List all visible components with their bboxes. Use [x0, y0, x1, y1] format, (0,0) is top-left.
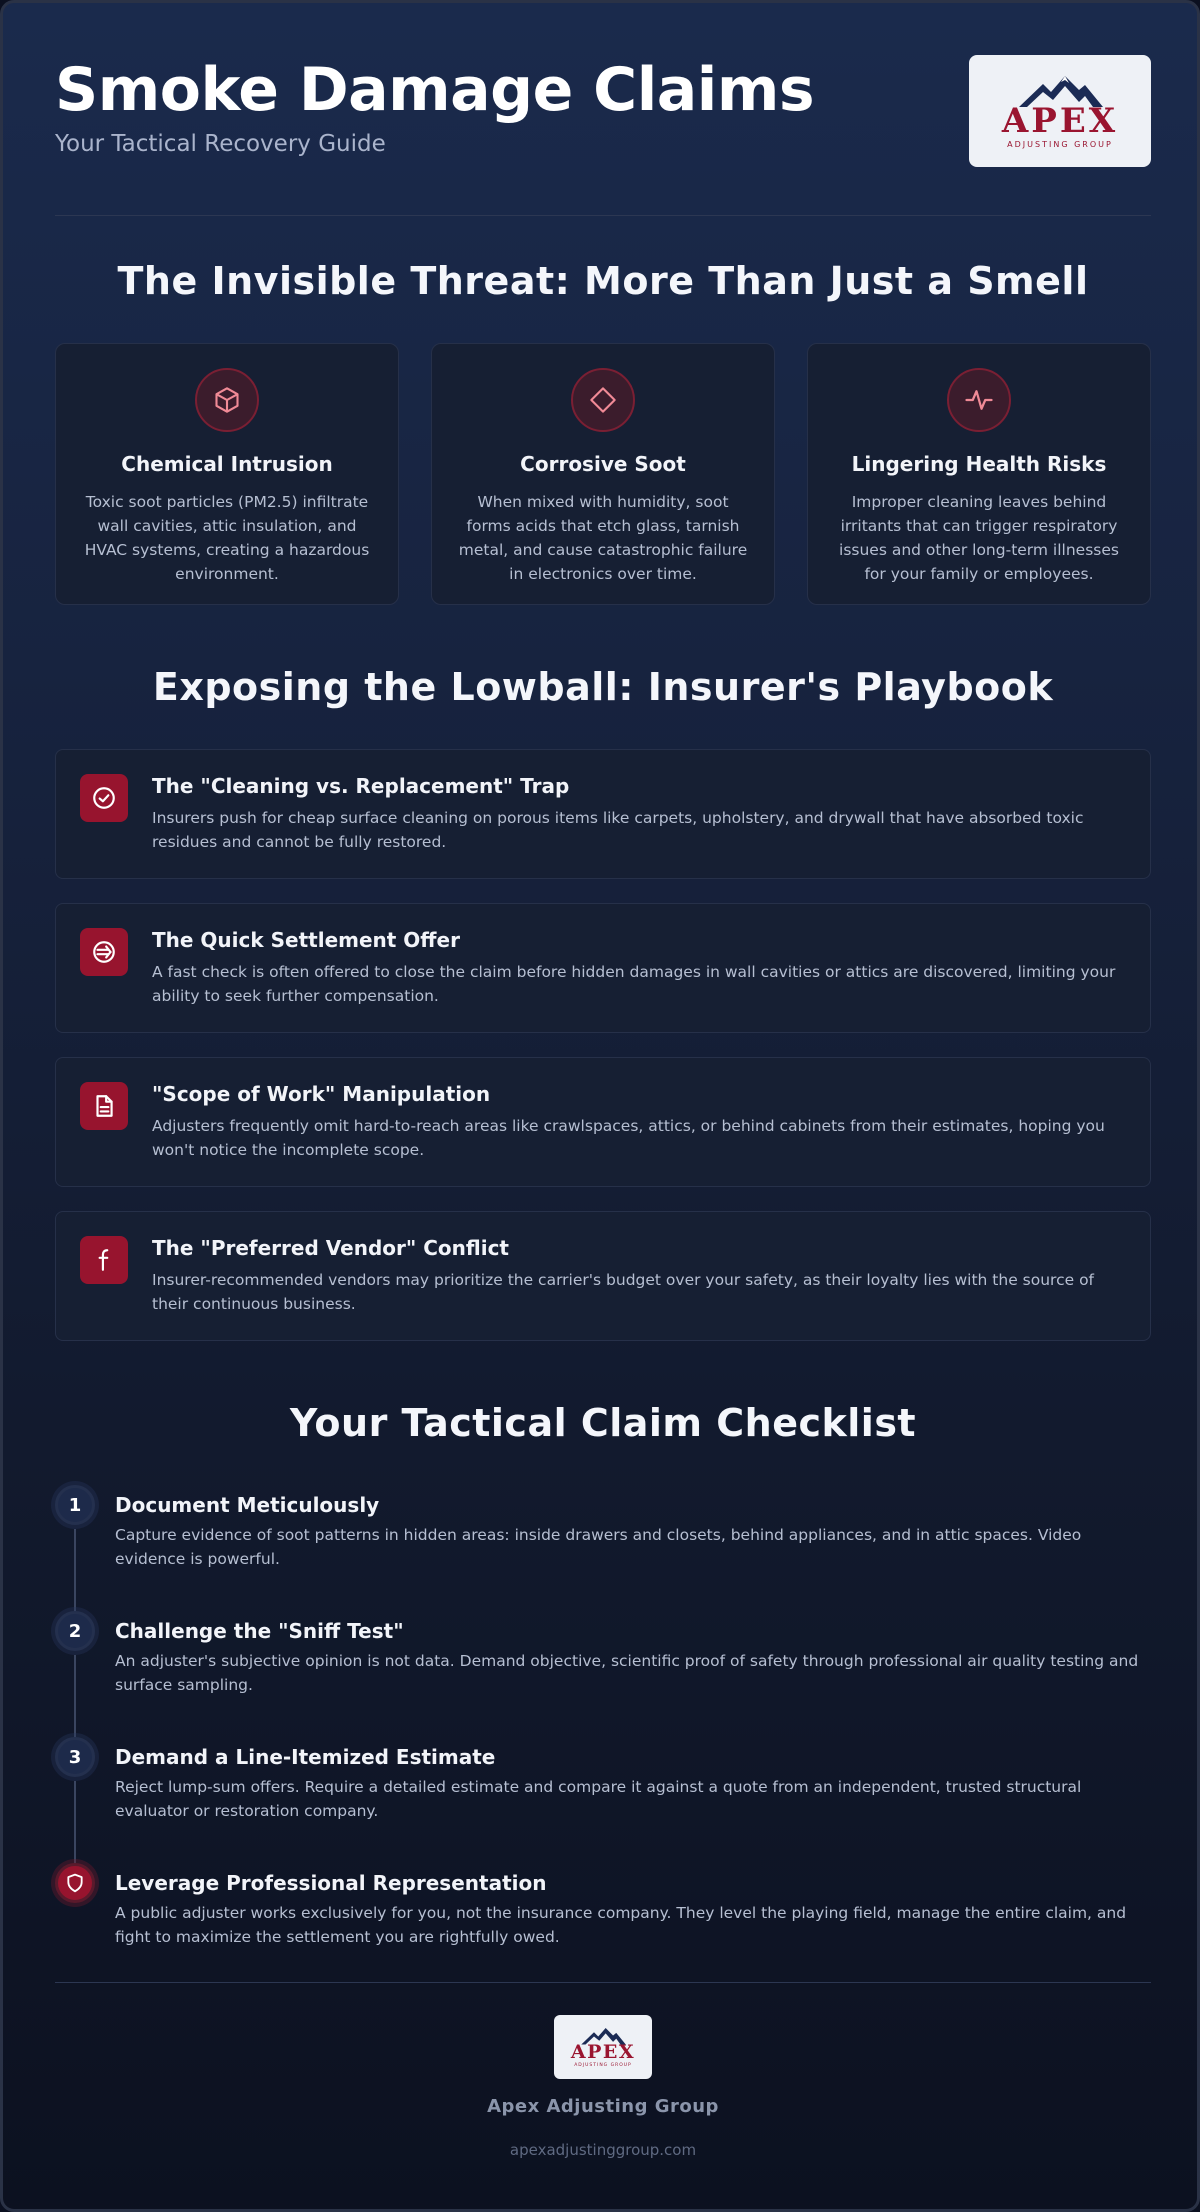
vendor-f-icon — [80, 1236, 128, 1284]
playbook-item-text: Adjusters frequently omit hard-to-reach areas like crawlspaces, attics, or behind cabinets from their estimates, hoping you won't notice the incomplete scope. — [152, 1117, 1105, 1159]
section-title-threat: The Invisible Threat: More Than Just a Smell — [117, 259, 1089, 303]
playbook-item-title: The "Cleaning vs. Replacement" Trap — [152, 774, 570, 798]
playbook-item — [55, 903, 1151, 1033]
section-title-checklist: Your Tactical Claim Checklist — [289, 1401, 917, 1445]
threat-card — [431, 343, 775, 605]
checklist-step — [55, 1485, 1151, 1595]
divider — [55, 215, 1151, 216]
footer-company-name: Apex Adjusting Group — [487, 2096, 719, 2117]
divider — [55, 1982, 1151, 1983]
footer-url-link[interactable]: apexadjustinggroup.com — [509, 2141, 697, 2159]
footer-apex-logo — [554, 2015, 652, 2079]
apex-logo — [969, 55, 1151, 167]
step-text: Reject lump-sum offers. Require a detailed estimate and compare it against a quote from an independent, trusted structural evaluator or restoration company. — [115, 1778, 1082, 1820]
checklist-step — [55, 1611, 1151, 1721]
playbook-item-title: The "Preferred Vendor" Conflict — [152, 1236, 509, 1260]
step-text: A public adjuster works exclusively for you, not the insurance company. They level the playing field, manage the entire claim, and fight to maximize the settlement you are rightfully owed. — [115, 1904, 1127, 1946]
step-title: Demand a Line-Itemized Estimate — [115, 1745, 496, 1769]
document-icon — [80, 1082, 128, 1130]
step-text: Capture evidence of soot patterns in hidden areas: inside drawers and closets, behind appliances, and in attic spaces. Video evidence is powerful. — [115, 1526, 1082, 1568]
card-title: Lingering Health Risks — [851, 452, 1107, 476]
logo-wordmark: APEX — [570, 2040, 636, 2063]
logo-tagline: ADJUSTING GROUP — [574, 2062, 632, 2068]
step-connector — [74, 1529, 76, 1611]
playbook-item-text: Insurer-recommended vendors may prioritize the carrier's budget over your safety, as their loyalty lies with the source of their continuous business. — [152, 1271, 1095, 1313]
playbook-item-text: A fast check is often offered to close the claim before hidden damages in wall cavities or attics are discovered, limiting your ability to seek further compensation. — [152, 963, 1116, 1005]
step-number: 3 — [55, 1737, 95, 1777]
check-circle-icon — [80, 774, 128, 822]
step-number: 1 — [55, 1485, 95, 1525]
checklist-step — [55, 1863, 1151, 1973]
playbook-item-text: Insurers push for cheap surface cleaning on porous items like carpets, upholstery, and drywall that have absorbed toxic residues and cannot be fully restored. — [152, 809, 1084, 851]
threat-card — [807, 343, 1151, 605]
card-text: When mixed with humidity, soot forms acids that etch glass, tarnish metal, and cause catastrophic failure in electronics over time. — [458, 493, 748, 583]
checklist-step — [55, 1737, 1151, 1847]
playbook-item — [55, 1057, 1151, 1187]
step-title: Document Meticulously — [115, 1493, 380, 1517]
logo-wordmark: APEX — [1001, 100, 1119, 141]
threat-card — [55, 343, 399, 605]
shield-icon — [55, 1863, 95, 1903]
step-connector — [74, 1655, 76, 1737]
card-text: Improper cleaning leaves behind irritants that can trigger respiratory issues and other long-term illnesses for your family or employees. — [839, 493, 1119, 583]
page-subtitle: Your Tactical Recovery Guide — [55, 131, 386, 157]
card-title: Corrosive Soot — [520, 452, 686, 476]
playbook-item — [55, 1211, 1151, 1341]
step-connector — [74, 1781, 76, 1863]
coin-icon — [80, 928, 128, 976]
logo-tagline: ADJUSTING GROUP — [1007, 139, 1113, 149]
page-title: Smoke Damage Claims — [55, 55, 815, 125]
step-text: An adjuster's subjective opinion is not data. Demand objective, scientific proof of safety through professional air quality testing and surface sampling. — [115, 1652, 1139, 1694]
playbook-item-title: "Scope of Work" Manipulation — [152, 1082, 491, 1106]
pulse-icon — [947, 368, 1011, 432]
card-text: Toxic soot particles (PM2.5) infiltrate wall cavities, attic insulation, and HVAC systems, creating a hazardous environment. — [84, 493, 370, 583]
playbook-item — [55, 749, 1151, 879]
step-title: Challenge the "Sniff Test" — [115, 1619, 404, 1643]
diamond-icon — [571, 368, 635, 432]
section-title-playbook: Exposing the Lowball: Insurer's Playbook — [152, 665, 1054, 709]
step-number: 2 — [55, 1611, 95, 1651]
card-title: Chemical Intrusion — [121, 452, 333, 476]
playbook-item-title: The Quick Settlement Offer — [152, 928, 460, 952]
cube-icon — [195, 368, 259, 432]
step-title: Leverage Professional Representation — [115, 1871, 547, 1895]
header — [55, 53, 1151, 173]
